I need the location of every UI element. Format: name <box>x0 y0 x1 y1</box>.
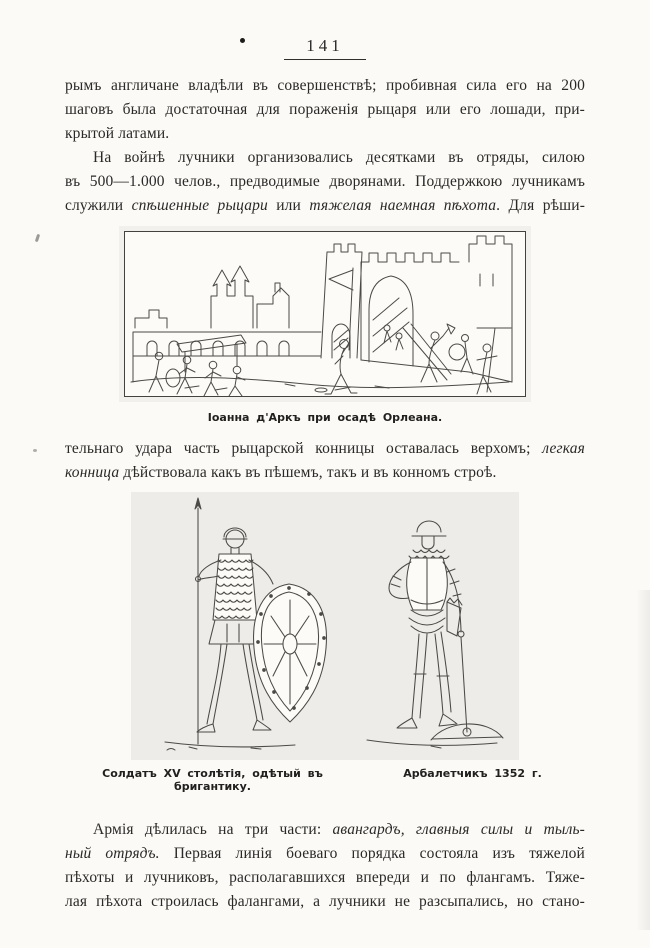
ink-speck <box>33 449 37 452</box>
figure-captions-row <box>65 767 585 793</box>
body-text: служили <box>65 197 132 214</box>
body-text: или <box>267 197 310 214</box>
emphasized-text: тяжелая наемная пѣхота <box>309 197 497 214</box>
paragraph <box>65 818 585 914</box>
text-line <box>65 842 585 866</box>
emphasized-text: спѣшенные рыцари <box>131 197 268 214</box>
text-column <box>65 437 585 485</box>
body-text: . Для рѣши- <box>496 197 586 214</box>
figure-caption-soldier: Солдатъ XV столѣтія, одѣтый въ бригантику. <box>102 767 323 793</box>
body-text: На войнѣ лучники организовались десятками въ отряды, силою <box>93 149 585 166</box>
soldiers-illustration-svg <box>131 492 519 760</box>
text-line <box>65 170 585 194</box>
text-line <box>65 98 585 122</box>
text-column <box>65 74 585 218</box>
figure-frame <box>124 231 526 397</box>
text-line <box>65 194 585 218</box>
text-line <box>65 890 585 914</box>
siege-illustration-svg <box>125 232 515 396</box>
text-column <box>65 818 585 914</box>
paragraph <box>65 74 585 146</box>
body-text: крытой латами. <box>65 125 170 142</box>
emphasized-text: легкая <box>542 440 585 457</box>
emphasized-text: авангардъ, главныя силы и тыль- <box>332 821 585 838</box>
body-text: въ 500—1.000 челов., предводимые дворянами. Поддержкою лучникамъ <box>65 173 585 190</box>
text-line <box>65 146 585 170</box>
body-text: шаговъ была достаточная для пораженія рыцаря или его лошади, при- <box>65 101 585 118</box>
ink-speck <box>35 234 40 243</box>
body-text: Армія дѣлилась на три части: <box>93 821 333 838</box>
paragraph <box>65 146 585 218</box>
body-text: тельнаго удара часть рыцарской конницы оставалась верхомъ; <box>65 440 543 457</box>
figure-caption-crossbowman: Арбалетчикъ 1352 г. <box>403 767 542 780</box>
emphasized-text: конница <box>65 464 120 481</box>
paragraph <box>65 437 585 485</box>
body-text: рымъ англичане владѣли въ совершенствѣ; пробивная сила его на 200 <box>65 77 585 94</box>
body-text: пѣхоты и лучниковъ, располагавшихся впереди и по флангамъ. Тяже- <box>65 869 585 886</box>
text-line <box>65 437 585 461</box>
text-line <box>65 461 585 485</box>
ink-speck <box>240 38 245 43</box>
text-line <box>65 866 585 890</box>
emphasized-text: ный отрядъ. <box>65 845 160 862</box>
text-line <box>65 818 585 842</box>
body-text: Первая линія боеваго порядка состояла изъ тяжелой <box>159 845 585 862</box>
text-line <box>65 74 585 98</box>
figure-caption-siege: Іоанна д'Аркъ при осадѣ Орлеана. <box>207 411 443 424</box>
text-line <box>65 122 585 146</box>
body-text: лая пѣхота строилась фалангами, а лучники не разсыпались, но стано- <box>65 893 585 910</box>
body-text: дѣйствовала какъ въ пѣшемъ, такъ и въ конномъ строѣ. <box>119 464 497 481</box>
page-header <box>0 0 650 60</box>
figure-soldier-and-crossbowman <box>131 492 519 760</box>
figure-siege-of-orleans <box>119 226 531 402</box>
page-number: 141 <box>284 36 366 60</box>
page-curl-shade <box>636 590 650 930</box>
